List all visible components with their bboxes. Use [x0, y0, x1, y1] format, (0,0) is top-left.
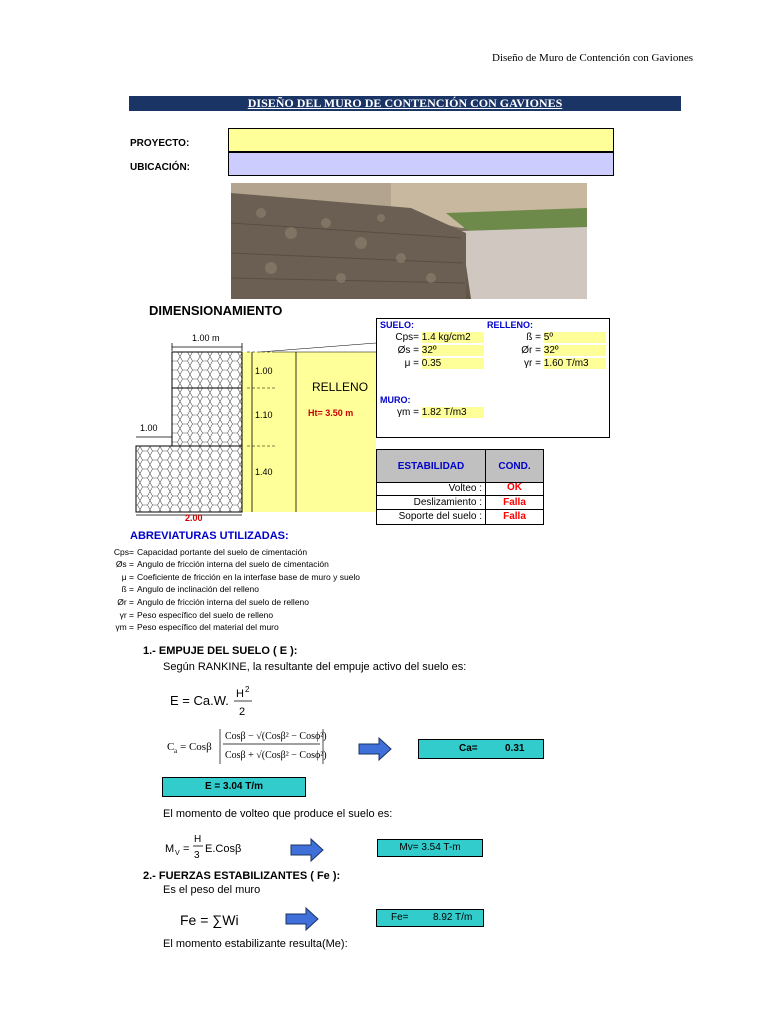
- muro-sym-0: γm =: [397, 407, 419, 418]
- e-result: E = 3.04 T/m: [162, 777, 306, 797]
- abbr-desc-4: Angulo de fricción interna del suelo de relleno: [137, 597, 310, 607]
- abbr-sym-4: Ør =: [117, 597, 134, 607]
- abbr-row-5: [100, 610, 273, 620]
- abbr-desc-6: Peso específico del material del muro: [137, 622, 279, 632]
- abbr-desc-2: Coeficiente de fricción en la interfase base de muro y suelo: [137, 572, 361, 582]
- abbr-desc-5: Peso específico del suelo de relleno: [137, 610, 274, 620]
- fe-value: 8.92 T/m: [433, 912, 473, 923]
- abbr-row-1: [100, 559, 329, 569]
- dim-top-width: 1.00 m: [192, 333, 220, 343]
- svg-text:H: H: [236, 688, 244, 700]
- svg-text:=: =: [183, 843, 190, 855]
- abbr-title: ABREVIATURAS UTILIZADAS:: [130, 530, 289, 542]
- arrow-right-icon: [284, 907, 320, 931]
- relleno-params: [489, 332, 609, 371]
- abbr-sym-3: ß =: [121, 584, 134, 594]
- relleno-title: RELLENO:: [487, 320, 533, 330]
- total-height: Ht= 3.50 m: [308, 408, 354, 418]
- abbr-row-6: [100, 622, 279, 632]
- abbr-row-0: [100, 547, 307, 557]
- dim-height-3: 1.40: [255, 467, 273, 477]
- suelo-val-1[interactable]: 32º: [422, 345, 484, 356]
- dim-step: 1.00: [140, 423, 158, 433]
- dim-base: 2.00: [185, 513, 203, 523]
- fill-label: RELLENO: [312, 380, 369, 394]
- muro-params: [377, 407, 484, 418]
- fe-label: Fe=: [391, 912, 409, 923]
- gabion-photo-drawing: [231, 183, 587, 299]
- fe-result: [376, 909, 484, 927]
- stab-label-2: Soporte del suelo :: [376, 509, 486, 525]
- abbr-sym-0: Cps=: [113, 547, 134, 557]
- cond-header: COND.: [485, 449, 544, 483]
- muro-title: MURO:: [380, 395, 411, 405]
- abbr-sym-1: Øs =: [115, 559, 134, 569]
- suelo-title: SUELO:: [380, 320, 415, 330]
- abbr-row-4: [100, 597, 309, 607]
- fe-formula: [180, 903, 270, 935]
- stab-label-1: Deslizamiento :: [376, 495, 486, 510]
- svg-text:= Cosβ: = Cosβ: [180, 741, 212, 753]
- section2-title: 2.- FUERZAS ESTABILIZANTES ( Fe ):: [143, 870, 341, 882]
- abbr-sym-2: μ =: [121, 572, 134, 582]
- page-header: Diseño de Muro de Contención con Gaviones: [492, 52, 694, 64]
- document-title: DISEÑO DEL MURO DE CONTENCIÓN CON GAVIONES: [129, 96, 681, 111]
- suelo-sym-2: μ =: [404, 358, 419, 369]
- svg-text:Cosβ − √(Cosβ² − Cosϕ²): Cosβ − √(Cosβ² − Cosϕ²): [225, 731, 327, 742]
- suelo-params: [377, 332, 487, 371]
- stab-cond-2: Falla: [485, 509, 544, 525]
- svg-text:Cosβ + √(Cosβ² − Cosϕ²): Cosβ + √(Cosβ² − Cosϕ²): [225, 750, 327, 761]
- svg-text:a: a: [174, 747, 178, 755]
- suelo-sym-1: Øs =: [397, 345, 419, 356]
- empuje-formula: [170, 685, 270, 721]
- svg-text:E = Ca.W.: E = Ca.W.: [170, 693, 229, 708]
- stab-label-0: Volteo :: [376, 482, 486, 496]
- project-label: PROYECTO:: [130, 138, 190, 149]
- abbr-desc-3: Angulo de inclinación del relleno: [137, 584, 259, 594]
- abbr-row-3: [100, 584, 259, 594]
- svg-text:C: C: [167, 741, 175, 753]
- mv-formula: [165, 830, 265, 862]
- params-box: [376, 318, 610, 438]
- section1-text: Según RANKINE, la resultante del empuje activo del suelo es:: [163, 661, 467, 673]
- mv-text: El momento de volteo que produce el suelo es:: [163, 808, 393, 820]
- abbr-desc-0: Capacidad portante del suelo de cimentación: [137, 547, 308, 557]
- relleno-val-0[interactable]: 5º: [544, 332, 606, 343]
- dim-height-2: 1.10: [255, 410, 273, 420]
- abbr-desc-1: Angulo de fricción interna del suelo de cimentación: [137, 559, 329, 569]
- dim-height-1: 1.00: [255, 366, 273, 376]
- suelo-val-2[interactable]: 0.35: [422, 358, 484, 369]
- abbr-sym-5: γr =: [119, 610, 134, 620]
- relleno-sym-2: γr =: [524, 358, 541, 369]
- ca-result: [418, 739, 544, 759]
- section1-title: 1.- EMPUJE DEL SUELO ( E ):: [143, 645, 298, 657]
- relleno-val-1[interactable]: 32º: [544, 345, 606, 356]
- me-text: El momento estabilizante resulta(Me):: [163, 938, 348, 950]
- gabion-wall-photo: [231, 183, 587, 299]
- abbr-row-2: [100, 572, 360, 582]
- project-field[interactable]: [228, 128, 614, 152]
- relleno-sym-0: ß =: [526, 332, 541, 343]
- dimension-title: DIMENSIONAMIENTO: [149, 303, 283, 318]
- svg-text:V: V: [175, 850, 180, 857]
- svg-text:2: 2: [245, 685, 250, 694]
- stab-cond-0: OK: [485, 482, 544, 496]
- relleno-val-2[interactable]: 1.60 T/m3: [544, 358, 606, 369]
- location-label: UBICACIÓN:: [130, 162, 190, 173]
- svg-text:Fe = ∑Wi: Fe = ∑Wi: [180, 912, 239, 928]
- svg-text:2: 2: [239, 706, 246, 718]
- mv-result: Mv= 3.54 T-m: [377, 839, 483, 857]
- svg-text:3: 3: [194, 850, 200, 861]
- ca-label: Ca=: [459, 743, 478, 754]
- section2-text: Es el peso del muro: [163, 884, 261, 896]
- suelo-val-0[interactable]: 1.4 kg/cm2: [422, 332, 484, 343]
- wall-diagram: [130, 325, 380, 525]
- arrow-right-icon: [357, 737, 393, 761]
- suelo-sym-0: Cps=: [395, 332, 419, 343]
- svg-text:E.Cosβ: E.Cosβ: [205, 843, 242, 855]
- abbr-sym-6: γm =: [115, 622, 134, 632]
- ca-value: 0.31: [505, 743, 525, 754]
- stab-cond-1: Falla: [485, 495, 544, 510]
- muro-val-0[interactable]: 1.82 T/m3: [422, 407, 484, 418]
- svg-text:H: H: [194, 834, 202, 845]
- stability-header: ESTABILIDAD: [376, 449, 486, 483]
- arrow-right-icon: [289, 838, 325, 862]
- relleno-sym-1: Ør =: [521, 345, 541, 356]
- location-field[interactable]: [228, 152, 614, 176]
- svg-text:M: M: [165, 843, 175, 855]
- ca-formula: [165, 724, 330, 768]
